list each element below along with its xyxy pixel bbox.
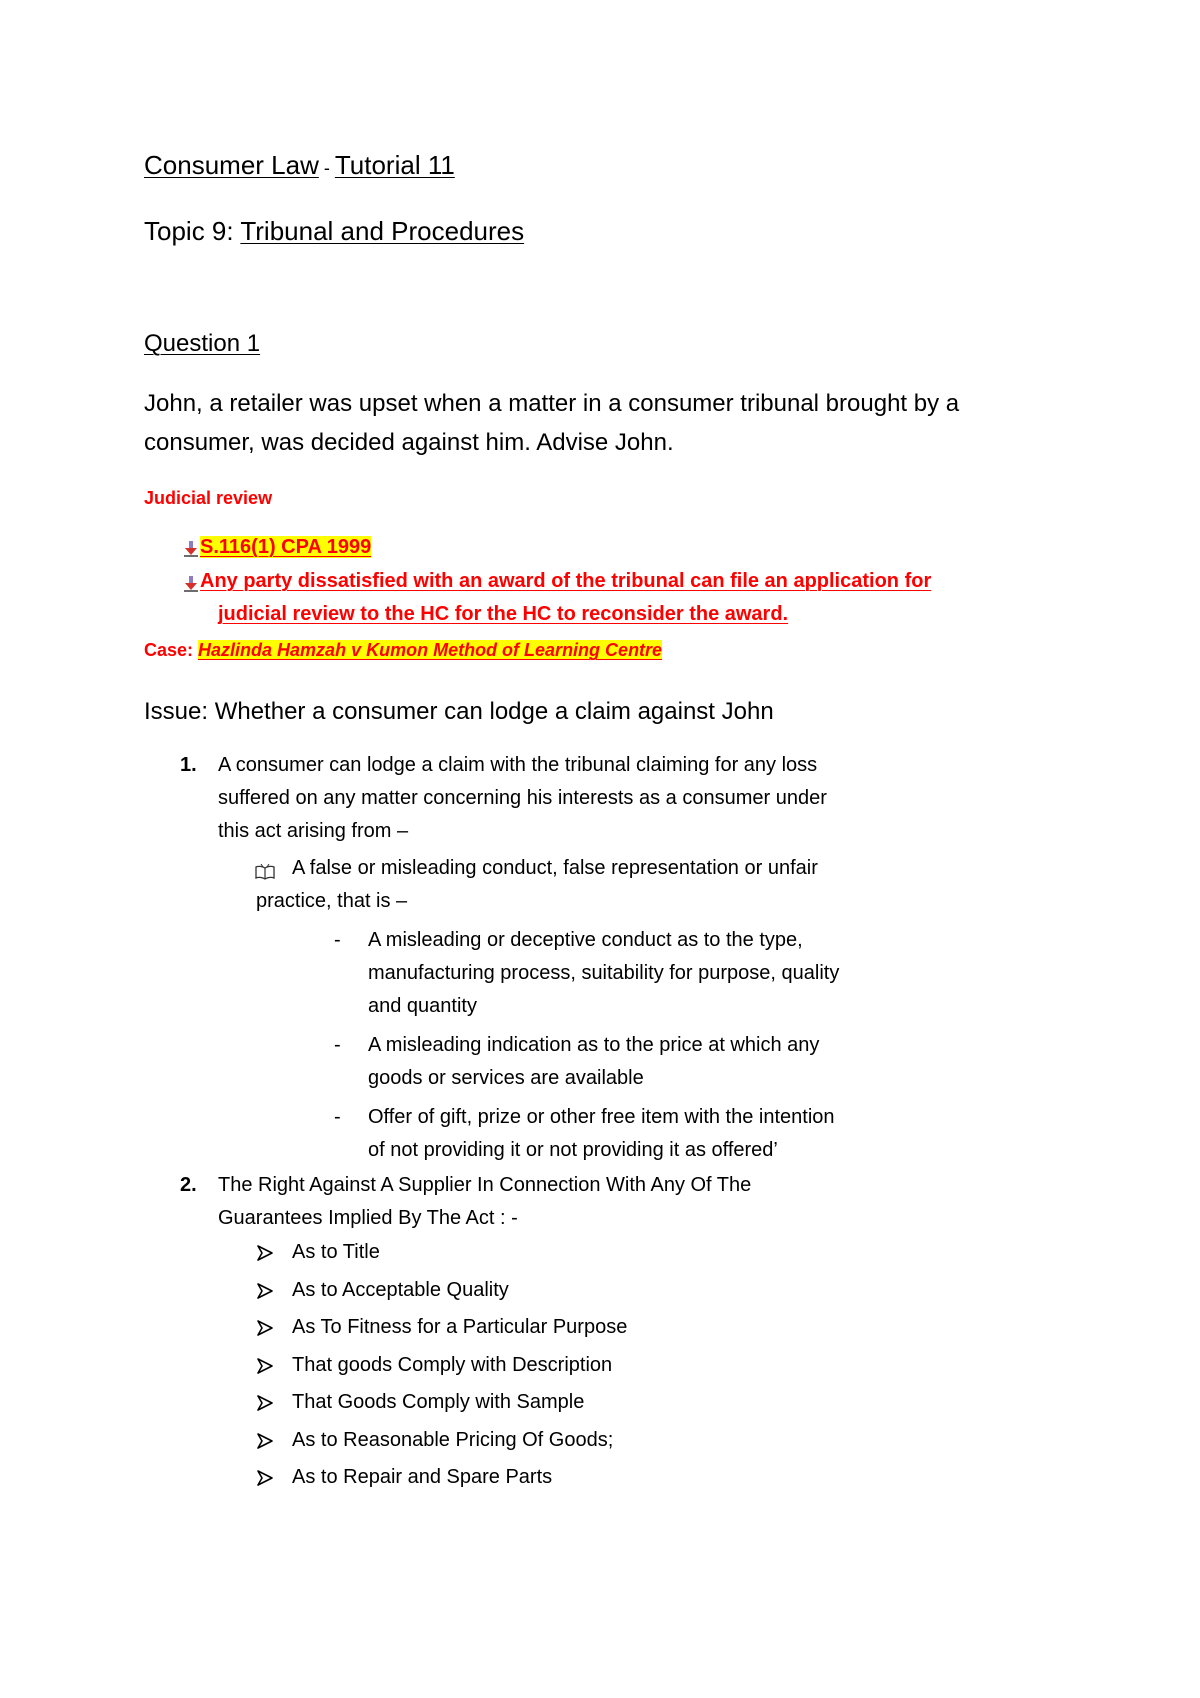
- topic-heading: [144, 216, 524, 247]
- point-2-number: 2.: [180, 1174, 197, 1196]
- arrowhead-icon: [256, 1469, 274, 1487]
- point-2-line-2: Guarantees Implied By The Act : -: [218, 1207, 518, 1229]
- issue-statement: Issue: Whether a consumer can lodge a claim against John: [144, 698, 774, 725]
- case-citation: [144, 640, 662, 661]
- book-icon: [255, 864, 275, 880]
- guarantee-item: As to Reasonable Pricing Of Goods;: [292, 1429, 614, 1451]
- guarantee-item: That goods Comply with Description: [292, 1354, 613, 1376]
- arrowhead-icon: [256, 1244, 274, 1262]
- dash-3-line-2: of not providing it or not providing it as offered’: [368, 1139, 778, 1161]
- guarantee-item: As to Title: [292, 1241, 380, 1263]
- guarantee-item: As to Acceptable Quality: [292, 1279, 509, 1301]
- point-1-number: 1.: [180, 754, 197, 776]
- question-line-1: John, a retailer was upset when a matter in a consumer tribunal brought by a: [144, 390, 960, 417]
- case-name: Hazlinda Hamzah v Kumon Method of Learning Centre: [198, 640, 663, 660]
- question-heading: Question 1: [144, 330, 261, 357]
- down-arrow-bullet-icon: [184, 576, 198, 592]
- arrowhead-icon: [256, 1282, 274, 1300]
- arrowhead-icon: [256, 1357, 274, 1375]
- guarantee-item: As To Fitness for a Particular Purpose: [292, 1316, 628, 1338]
- arrowhead-icon: [256, 1432, 274, 1450]
- dash-bullet: -: [334, 1034, 341, 1056]
- topic-name: Tribunal and Procedures: [240, 216, 525, 246]
- arrowhead-icon: [256, 1394, 274, 1412]
- sub-point-line-2: practice, that is –: [256, 890, 408, 912]
- dash-2-line-1: A misleading indication as to the price at which any: [368, 1034, 820, 1056]
- arrowhead-icon: [256, 1319, 274, 1337]
- document-title: [144, 150, 455, 181]
- point-2-line-1: The Right Against A Supplier In Connection With Any Of The: [218, 1174, 752, 1196]
- down-arrow-bullet-icon: [184, 541, 198, 557]
- topic-prefix: Topic 9:: [144, 216, 241, 246]
- point-1-line-2: suffered on any matter concerning his interests as a consumer under: [218, 787, 827, 809]
- point-1-line-3: this act arising from –: [218, 820, 409, 842]
- title-course: Consumer Law: [144, 150, 319, 180]
- title-tutorial: Tutorial 11: [334, 150, 455, 180]
- guarantee-item: That Goods Comply with Sample: [292, 1391, 585, 1413]
- review-rule-line-2: judicial review to the HC for the HC to reconsider the award.: [218, 603, 789, 625]
- dash-1-line-3: and quantity: [368, 995, 477, 1017]
- point-1-line-1: A consumer can lodge a claim with the tribunal claiming for any loss: [218, 754, 818, 776]
- dash-3-line-1: Offer of gift, prize or other free item with the intention: [368, 1106, 835, 1128]
- dash-bullet: -: [334, 1106, 341, 1128]
- statute-reference: [200, 536, 371, 559]
- dash-bullet: -: [334, 929, 341, 951]
- dash-2-line-2: goods or services are available: [368, 1067, 644, 1089]
- title-separator: -: [318, 158, 335, 178]
- case-label: Case:: [144, 640, 199, 660]
- statute-text: S.116(1) CPA 1999: [200, 536, 372, 558]
- dash-1-line-1: A misleading or deceptive conduct as to the type,: [368, 929, 803, 951]
- judicial-review-heading: Judicial review: [144, 488, 273, 508]
- review-rule-line-1: Any party dissatisfied with an award of the tribunal can file an application for: [200, 570, 932, 592]
- guarantee-item: As to Repair and Spare Parts: [292, 1466, 553, 1488]
- dash-1-line-2: manufacturing process, suitability for purpose, quality: [368, 962, 840, 984]
- sub-point-line-1: A false or misleading conduct, false representation or unfair: [292, 857, 818, 879]
- question-line-2: consumer, was decided against him. Advise John.: [144, 429, 674, 456]
